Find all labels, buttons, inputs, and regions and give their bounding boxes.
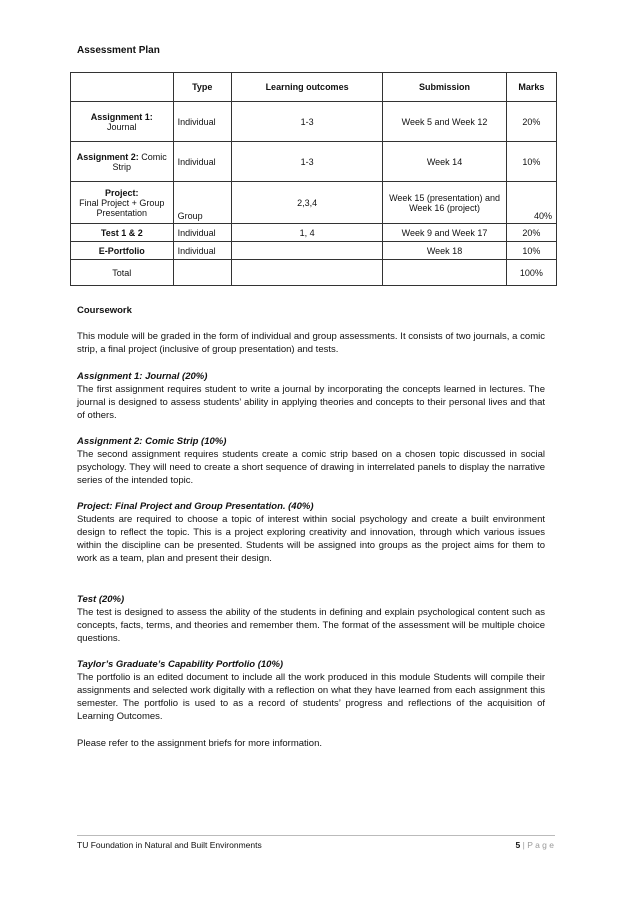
footer-title: TU Foundation in Natural and Built Environments <box>77 840 262 850</box>
section-portfolio <box>77 658 545 723</box>
row-learning-outcomes: 1-3 <box>231 142 382 182</box>
table-header-submission: Submission <box>383 73 507 102</box>
section-title: Assignment 2: Comic Strip (10%) <box>77 436 227 447</box>
page-label: | P a g e <box>520 840 554 850</box>
table-header-marks: Marks <box>506 73 556 102</box>
row-type <box>173 260 231 286</box>
section-body: The first assignment requires student to write a journal by incorporating the concepts learned in lectures. The journal is designed to assess students’ ability in applying theories and concepts to their personal lives and that of others. <box>77 384 545 421</box>
section-body: The portfolio is an edited document to include all the work produced in this module Students will compile their assignments and selected work digitally with a reflection on what they have learned from each assignment this semester. The portfolio is used to as a record of students’ progress and reflections of the acquisition of Learning Outcomes. <box>77 672 545 722</box>
row-marks: 10% <box>506 242 556 260</box>
row-marks: 40% <box>506 182 556 224</box>
row-name: Project: Final Project + Group Presentation <box>71 182 174 224</box>
section-test <box>77 593 545 645</box>
row-type: Individual <box>173 142 231 182</box>
row-learning-outcomes: 2,3,4 <box>231 182 382 224</box>
section-title: Taylor’s Graduate’s Capability Portfolio (10%) <box>77 659 284 670</box>
section-body: The second assignment requires students create a comic strip based on a chosen topic discussed in social psychology. They will need to create a short sequence of drawing in interrelated panels to display the narrative series of the intended topic. <box>77 449 545 486</box>
row-learning-outcomes <box>231 260 382 286</box>
assessment-plan-table <box>70 72 557 286</box>
row-submission: Week 5 and Week 12 <box>383 102 507 142</box>
row-name: E-Portfolio <box>71 242 174 260</box>
section-body: Students are required to choose a topic of interest within social psychology and create a built environment design to reflect the topic. This is a project exploring creativity and innovation, through which various issues within the discipline can be presented. Students will be assigned into groups as the project aims for them to work as a team, plan and present their design. <box>77 514 545 564</box>
page-number: 5 <box>515 840 521 850</box>
section-title: Assignment 1: Journal (20%) <box>77 371 208 382</box>
table-row <box>71 242 557 260</box>
row-learning-outcomes: 1-3 <box>231 102 382 142</box>
section-assignment-2 <box>77 435 545 487</box>
row-marks: 20% <box>506 102 556 142</box>
footer-divider <box>77 835 555 836</box>
row-submission: Week 18 <box>383 242 507 260</box>
row-type: Individual <box>173 224 231 242</box>
row-type: Individual <box>173 242 231 260</box>
row-submission: Week 15 (presentation) and Week 16 (project) <box>383 182 507 224</box>
section-title: Test (20%) <box>77 594 125 605</box>
coursework-intro: This module will be graded in the form of individual and group assessments. It consists of two journals, a comic strip, a final project (inclusive of group presentation) and tests. <box>77 331 545 355</box>
table-row <box>71 102 557 142</box>
table-row <box>71 182 557 224</box>
row-submission: Week 14 <box>383 142 507 182</box>
row-name: Assignment 2: Comic Strip <box>71 142 174 182</box>
section-assignment-1 <box>77 370 545 422</box>
closing-note: Please refer to the assignment briefs for more information. <box>77 738 323 749</box>
row-marks: 10% <box>506 142 556 182</box>
row-learning-outcomes <box>231 242 382 260</box>
table-row <box>71 224 557 242</box>
table-row-total <box>71 260 557 286</box>
row-marks: 20% <box>506 224 556 242</box>
row-learning-outcomes: 1, 4 <box>231 224 382 242</box>
row-type: Individual <box>173 102 231 142</box>
section-project <box>77 500 545 565</box>
section-title: Project: Final Project and Group Presentation. (40%) <box>77 501 314 512</box>
row-name: Test 1 & 2 <box>71 224 174 242</box>
table-header-learning-outcomes: Learning outcomes <box>231 73 382 102</box>
table-header-blank <box>71 73 174 102</box>
coursework-heading: Coursework <box>77 305 132 316</box>
section-body: The test is designed to assess the ability of the students in defining and explain psychological content such as concepts, facts, terms, and theories and remember them. The format of the assessment will be multiple choice questions. <box>77 607 545 644</box>
table-header-row <box>71 73 557 102</box>
assessment-plan-heading: Assessment Plan <box>77 45 160 56</box>
row-name: Assignment 1: Journal <box>71 102 174 142</box>
footer-page <box>516 840 554 850</box>
row-submission <box>383 260 507 286</box>
row-submission: Week 9 and Week 17 <box>383 224 507 242</box>
row-name: Total <box>71 260 174 286</box>
table-header-type: Type <box>173 73 231 102</box>
row-marks: 100% <box>506 260 556 286</box>
row-type: Group <box>173 182 231 224</box>
table-row <box>71 142 557 182</box>
